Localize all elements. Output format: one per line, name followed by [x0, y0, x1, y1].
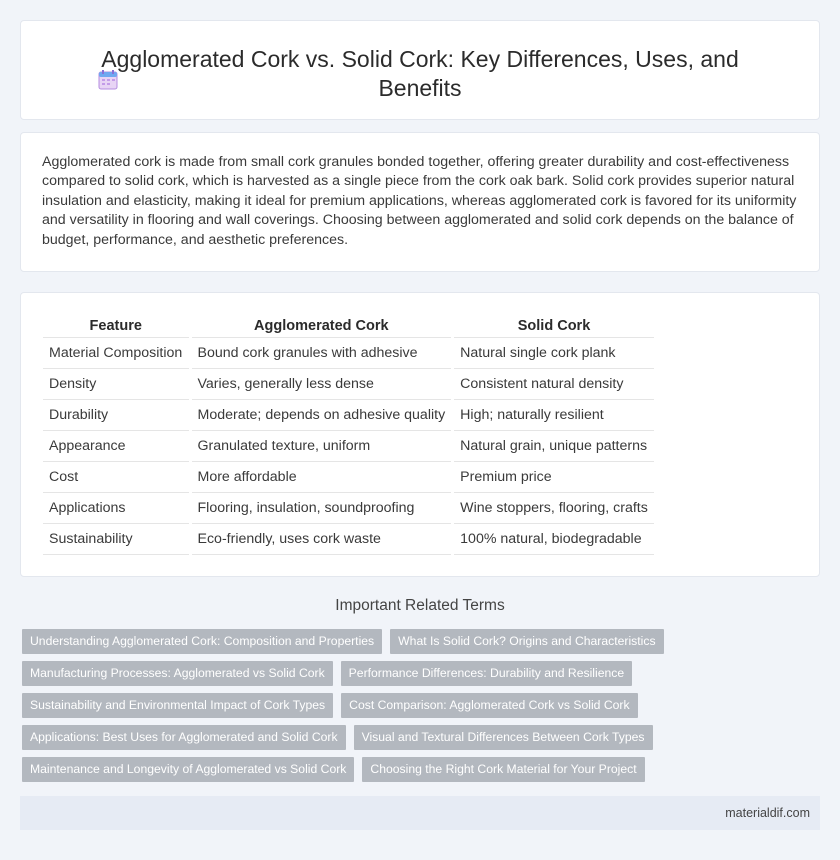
table-row: [43, 492, 654, 523]
table-row: [43, 337, 654, 368]
table-cell: Eco-friendly, uses cork waste: [190, 523, 453, 554]
table-cell: Varies, generally less dense: [190, 368, 453, 399]
table-cell: Flooring, insulation, soundproofing: [190, 492, 453, 523]
related-term-link[interactable]: Understanding Agglomerated Cork: Composition and Properties: [22, 629, 382, 654]
related-term-link[interactable]: What Is Solid Cork? Origins and Characteristics: [390, 629, 663, 654]
table-cell: Material Composition: [43, 337, 190, 368]
table-cell: Moderate; depends on adhesive quality: [190, 399, 453, 430]
related-term-link[interactable]: Performance Differences: Durability and Resilience: [341, 661, 632, 686]
related-term-link[interactable]: Applications: Best Uses for Agglomerated and Solid Cork: [22, 725, 346, 750]
table-cell: High; naturally resilient: [453, 399, 654, 430]
table-row: [43, 368, 654, 399]
table-row: [43, 523, 654, 554]
page-title: Agglomerated Cork vs. Solid Cork: Key Differences, Uses, and Benefits: [101, 46, 739, 101]
table-cell: 100% natural, biodegradable: [453, 523, 654, 554]
header-solid-cork: Solid Cork: [453, 315, 654, 337]
table-row: [43, 430, 654, 461]
table-cell: Density: [43, 368, 190, 399]
related-terms-heading: Important Related Terms: [335, 597, 505, 614]
table-cell: Bound cork granules with adhesive: [190, 337, 453, 368]
table-cell: Natural grain, unique patterns: [453, 430, 654, 461]
table-cell: Appearance: [43, 430, 190, 461]
comparison-card: [20, 292, 820, 577]
table-cell: Granulated texture, uniform: [190, 430, 453, 461]
title-card: [20, 20, 820, 120]
table-cell: Durability: [43, 399, 190, 430]
table-cell: Applications: [43, 492, 190, 523]
related-terms-list: [22, 629, 812, 789]
footer-site-link[interactable]: materialdif.com: [725, 806, 810, 820]
related-term-link[interactable]: Cost Comparison: Agglomerated Cork vs Solid Cork: [341, 693, 637, 718]
intro-card: [20, 132, 820, 272]
related-term-link[interactable]: Choosing the Right Cork Material for Your Project: [362, 757, 644, 782]
table-cell: Cost: [43, 461, 190, 492]
related-term-link[interactable]: Maintenance and Longevity of Agglomerated vs Solid Cork: [22, 757, 354, 782]
comparison-table: [43, 315, 654, 555]
table-cell: Consistent natural density: [453, 368, 654, 399]
table-cell: Natural single cork plank: [453, 337, 654, 368]
table-cell: Sustainability: [43, 523, 190, 554]
related-term-link[interactable]: Manufacturing Processes: Agglomerated vs Solid Cork: [22, 661, 333, 686]
header-agglomerated-cork: Agglomerated Cork: [190, 315, 453, 337]
table-header-row: [43, 315, 654, 337]
table-row: [43, 461, 654, 492]
related-term-link[interactable]: Visual and Textural Differences Between Cork Types: [354, 725, 653, 750]
table-cell: More affordable: [190, 461, 453, 492]
footer: [20, 796, 820, 830]
table-row: [43, 399, 654, 430]
header-feature: Feature: [43, 315, 190, 337]
related-term-link[interactable]: Sustainability and Environmental Impact of Cork Types: [22, 693, 333, 718]
table-cell: Wine stoppers, flooring, crafts: [453, 492, 654, 523]
table-cell: Premium price: [453, 461, 654, 492]
intro-paragraph: Agglomerated cork is made from small cork granules bonded together, offering greater durability and cost-effectiveness compared to solid cork, which is harvested as a single piece from the cork oak bark. Solid cork provides superior natural insulation and elasticity, making it ideal for premium applications, whereas agglomerated cork is favored for its uniformity and versatility in flooring and wall coverings. Choosing between agglomerated and solid cork depends on the balance of budget, performance, and aesthetic preferences.: [42, 154, 797, 248]
